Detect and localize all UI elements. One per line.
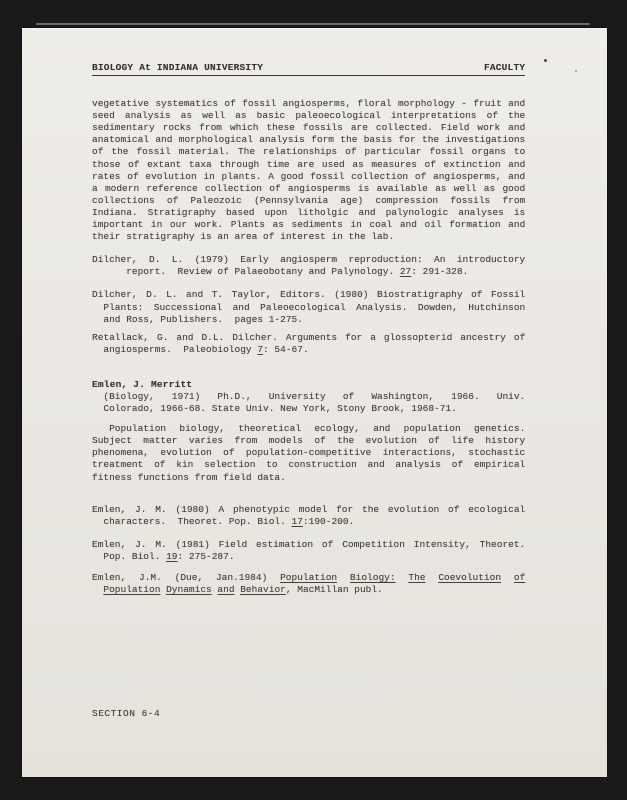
page-content <box>92 62 525 720</box>
text-line: a modern reference collection of angiosperms is available as well as good <box>92 182 526 194</box>
text-line: seed analysis as well as basic paleoecological interpretations of the <box>92 110 526 122</box>
text-line: fitness functions from field data. <box>92 471 286 483</box>
publication-entry-emlen-1984 <box>92 572 525 596</box>
text-line: Pop. Biol. 19: 275-287. <box>103 550 235 562</box>
text-line: characters. Theoret. Pop. Biol. 17:190-200. <box>103 515 355 527</box>
text-line: Dilcher, D. L. and T. Taylor, Editors. (1980) Biostratigraphy of Fossil <box>92 289 526 301</box>
text-line: of the fossil material. The relationships of particular fossil organs to <box>92 146 526 158</box>
page-header <box>92 62 525 76</box>
faculty-name-heading: Emlen, J. Merritt <box>92 378 193 390</box>
text-line: Population biology, theoretical ecology, and population genetics. <box>109 423 526 435</box>
paper-top-edge <box>36 23 590 25</box>
text-line: those of extant taxa through time are used as measures of extinction and <box>92 158 526 170</box>
paper-sheet <box>22 28 607 777</box>
text-line: angiosperms. Paleobiology 7: 54-67. <box>103 343 309 355</box>
text-line: and Ross, Publishers. pages 1-275. <box>103 313 303 325</box>
publication-entry-retallack <box>92 332 525 356</box>
research-interests-paragraph <box>92 423 525 483</box>
publication-entry-emlen-1980 <box>92 504 525 528</box>
text-line: their stratigraphy is an area of interest in the lab. <box>92 231 395 243</box>
publication-entry-emlen-1981 <box>92 539 525 563</box>
header-faculty-label: FACULTY <box>483 62 526 73</box>
publication-entry-dilcher-1979 <box>92 254 525 278</box>
text-line: sedimentary rocks from which these fossils are collected. Field work and <box>92 122 526 134</box>
faculty-credentials <box>92 391 525 415</box>
research-description-paragraph <box>92 98 525 243</box>
section-page-label: SECTION 6-4 <box>92 708 161 720</box>
text-line: phenomena, evolution of population-competitive interactions, stochastic <box>92 447 526 459</box>
text-line: Retallack, G. and D.L. Dilcher. Arguments for a glossopterid ancestry of <box>92 331 526 343</box>
text-line: Colorado, 1966-68. State Univ. New York, Stony Brook, 1968-71. <box>103 403 457 415</box>
text-line: Dilcher, D. L. (1979) Early angiosperm reproduction: An introductory <box>92 254 526 266</box>
text-line: Plants: Successional and Paleoecological Analysis. Dowden, Hutchinson <box>103 301 526 313</box>
text-line: Emlen, J.M. (Due, Jan.1984) Population Biology: The Coevolution of <box>92 572 526 583</box>
text-line: Population Dynamics and Behavior, MacMillan publ. <box>103 584 383 596</box>
text-line: Emlen, J. M. (1980) A phenotypic model for the evolution of ecological <box>92 503 526 515</box>
text-line: (Biology, 1971) Ph.D., University of Washington, 1966. Univ. <box>103 390 526 402</box>
text-line: rates of evolution in plants. A good fossil collection of angiosperms, and <box>92 170 526 182</box>
text-line: collections of Paleozoic (Pennsylvania age) compression fossils from <box>92 194 526 206</box>
text-line: report. Review of Palaeobotany and Palynology. 27: 291-328. <box>126 266 469 278</box>
publication-entry-dilcher-1980 <box>92 289 525 325</box>
ink-speck <box>575 70 577 72</box>
header-title: BIOLOGY At INDIANA UNIVERSITY <box>92 62 264 73</box>
text-line: Subject matter varies from models of the evolution of life history <box>92 435 526 447</box>
text-line: Emlen, J. M. (1981) Field estimation of Competition Intensity, Theoret. <box>92 538 526 550</box>
ink-speck <box>544 59 547 62</box>
text-line: vegetative systematics of fossil angiosperms, floral morphology - fruit and <box>92 98 526 110</box>
text-line: treatment of kin selection to construction and analysis of empirical <box>92 459 526 471</box>
text-line: important in our work. Plants as sediments in coal and oil formation and <box>92 219 526 231</box>
text-line: Indiana. Stratigraphy based upon litholgic and palynologic analyses is <box>92 206 526 218</box>
text-line: anatomical and morphological analysis form the basis for the investigations <box>92 134 526 146</box>
